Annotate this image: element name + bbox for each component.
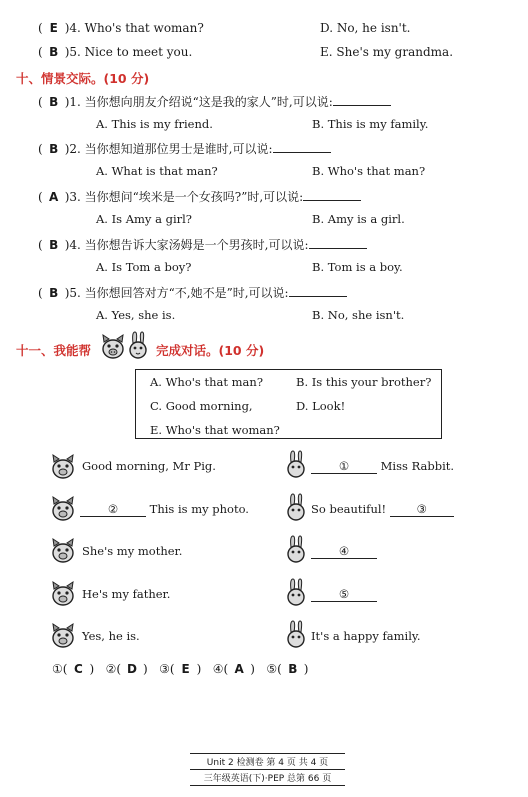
q10-5: ( B )5. 当你想回答对方“不,她不是”时,可以说: — [38, 284, 347, 301]
pig-icon — [50, 453, 76, 481]
section10-title: 十、情景交际。(10 分) — [16, 71, 150, 86]
answer-blank[interactable] — [303, 188, 361, 201]
rabbit-icon — [285, 450, 307, 480]
q10-3-b: B. Amy is a girl. — [312, 212, 405, 226]
q10-5-b: B. No, she isn't. — [312, 308, 405, 322]
answer-blank[interactable] — [333, 93, 391, 106]
match-d: D. No, he isn't. — [320, 21, 411, 35]
rabbit-icon — [285, 578, 307, 608]
answer-blank[interactable] — [309, 236, 367, 249]
q10-5-a: A. Yes, she is. — [96, 308, 176, 322]
option-d: D. Look! — [296, 399, 346, 413]
q10-4-b: B. Tom is a boy. — [312, 260, 403, 274]
footer-line-1: Unit 2 检测卷 第 4 页 共 4 页 — [190, 753, 345, 770]
pig-icon — [50, 622, 76, 650]
dialogue-right-3 — [311, 544, 377, 559]
q10-3-a: A. Is Amy a girl? — [96, 212, 192, 226]
blank-2[interactable]: ② — [80, 502, 146, 517]
option-e: E. Who's that woman? — [150, 423, 280, 437]
dialogue-right-4 — [311, 587, 377, 602]
dialogue-left-5: Yes, he is. — [82, 629, 140, 643]
answer: B — [49, 45, 59, 59]
section11-title-post: 完成对话。(10 分) — [156, 343, 265, 358]
q9-5: ( B )5. Nice to meet you. — [38, 45, 193, 59]
answer-1: C — [74, 662, 83, 676]
blank-4[interactable]: ④ — [311, 544, 377, 559]
match-e: E. She's my grandma. — [320, 45, 454, 59]
rabbit-icon — [285, 493, 307, 523]
rabbit-icon — [127, 331, 149, 361]
blank-3[interactable]: ③ — [390, 502, 454, 517]
q10-2-a: A. What is that man? — [96, 164, 218, 178]
answer-5: B — [288, 662, 298, 676]
pig-icon — [50, 495, 76, 523]
page-footer — [190, 753, 345, 786]
q10-2: ( B )2. 当你想知道那位男士是谁时,可以说: — [38, 140, 331, 157]
footer-line-2: 三年级英语(下)·PEP 总第 66 页 — [190, 770, 345, 786]
rabbit-icon — [285, 535, 307, 565]
blank-5[interactable]: ⑤ — [311, 587, 377, 602]
dialogue-right-2: So beautiful! ③ — [311, 502, 454, 517]
pig-icon — [100, 333, 126, 361]
dialogue-right-5: It's a happy family. — [311, 629, 421, 643]
q10-1: ( B )1. 当你想向朋友介绍说“这是我的家人”时,可以说: — [38, 93, 391, 110]
option-b: B. Is this your brother? — [296, 375, 432, 389]
answers-row: ①( C ) ②( D ) ③( E ) ④( A ) ⑤( B ) — [52, 662, 309, 676]
section11-title-pre: 十一、我能帮 — [16, 343, 92, 358]
dialogue-left-4: He's my father. — [82, 587, 171, 601]
q10-1-b: B. This is my family. — [312, 117, 429, 131]
option-a: A. Who's that man? — [150, 375, 263, 389]
dialogue-left-2: ② This is my photo. — [80, 502, 249, 517]
answer-4: A — [234, 662, 244, 676]
q10-2-b: B. Who's that man? — [312, 164, 426, 178]
rabbit-icon — [285, 620, 307, 650]
answer-2: D — [127, 662, 138, 676]
q10-3: ( A )3. 当你想问“埃米是一个女孩吗?”时,可以说: — [38, 188, 361, 205]
answer: E — [49, 21, 58, 35]
q9-4: ( E )4. Who's that woman? — [38, 21, 204, 35]
question-text: Nice to meet you. — [84, 45, 193, 59]
answer-blank[interactable] — [289, 284, 347, 297]
dialogue-left-1: Good morning, Mr Pig. — [82, 459, 216, 473]
question-text: Who's that woman? — [84, 21, 204, 35]
q10-1-a: A. This is my friend. — [96, 117, 213, 131]
blank-1[interactable]: ① — [311, 459, 377, 474]
answer-3: E — [181, 662, 190, 676]
answer-blank[interactable] — [273, 140, 331, 153]
q10-4-a: A. Is Tom a boy? — [96, 260, 192, 274]
option-c: C. Good morning, — [150, 399, 253, 413]
q10-4: ( B )4. 当你想告诉大家汤姆是一个男孩时,可以说: — [38, 236, 367, 253]
dialogue-right-1: ① Miss Rabbit. — [311, 459, 454, 474]
dialogue-left-3: She's my mother. — [82, 544, 183, 558]
pig-icon — [50, 580, 76, 608]
pig-icon — [50, 537, 76, 565]
